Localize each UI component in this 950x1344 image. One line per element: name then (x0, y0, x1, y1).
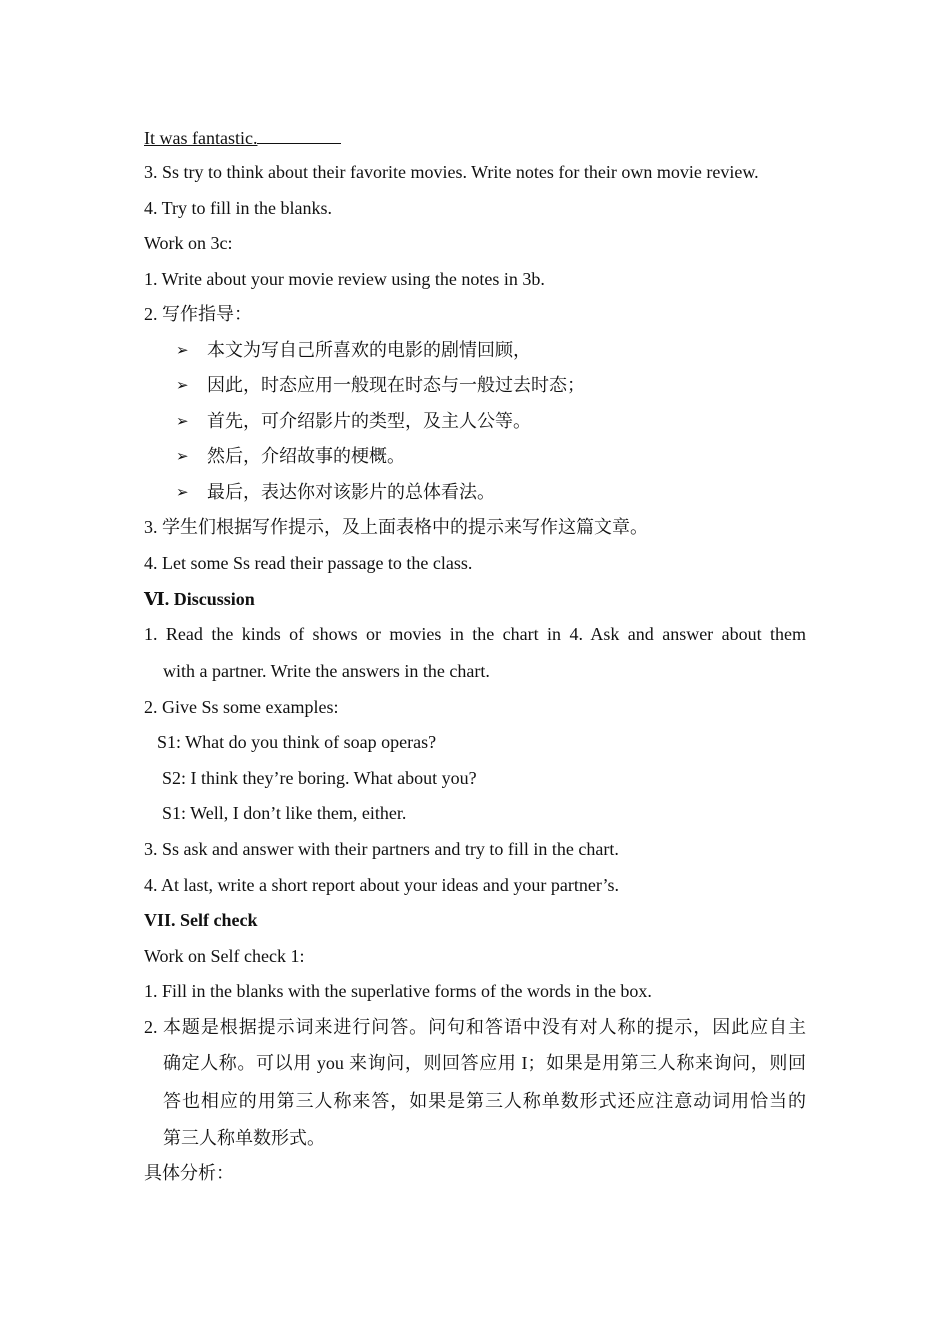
discussion-step-4: 4. At last, write a short report about your ideas and your partner’s. (144, 875, 620, 895)
arrowhead-bullet-icon: ➢ (176, 376, 189, 394)
discussion-step-1-cont: with a partner. Write the answers in the chart. (163, 661, 490, 681)
example-s1-reply: S1: Well, I don’t like them, either. (162, 803, 407, 823)
arrowhead-bullet-icon: ➢ (176, 447, 189, 465)
example-s2-answer: S2: I think they’re boring. What about you? (162, 768, 477, 788)
guide-bullet: 最后，表达你对该影片的总体看法。 (207, 482, 495, 502)
step-4: 4. Try to fill in the blanks. (144, 198, 333, 218)
arrowhead-bullet-icon: ➢ (176, 412, 189, 430)
step-3: 3. Ss try to think about their favorite movies. Write notes for their own movie review. (144, 162, 759, 182)
self-check-step-1: 1. Fill in the blanks with the superlative forms of the words in the box. (144, 981, 652, 1001)
discussion-step-2: 2. Give Ss some examples: (144, 697, 339, 717)
arrowhead-bullet-icon: ➢ (176, 483, 189, 501)
section-vi-heading: Ⅵ. Discussion (144, 589, 255, 609)
work-on-3c-label: Work on 3c: (144, 233, 233, 253)
self-check-step-2-cont: 答也相应的用第三人称来答，如果是第三人称单数形式还应注意动词用恰当的 (163, 1091, 806, 1111)
answer-line (144, 125, 341, 150)
3c-step-1: 1. Write about your movie review using the notes in 3b. (144, 269, 545, 289)
self-check-step-2-cont: 第三人称单数形式。 (163, 1128, 325, 1148)
3c-step-3: 3. 学生们根据写作提示，及上面表格中的提示来写作这篇文章。 (144, 517, 648, 537)
discussion-step-1: 1. Read the kinds of shows or movies in the chart in 4. Ask and answer about them (144, 624, 806, 644)
guide-bullet: 因此，时态应用一般现在时态与一般过去时态； (207, 375, 585, 395)
guide-bullet: 首先，可介绍影片的类型，及主人公等。 (207, 411, 531, 431)
guide-bullet: 然后，介绍故事的梗概。 (207, 446, 405, 466)
guide-bullet: 本文为写自己所喜欢的电影的剧情回顾， (207, 340, 531, 360)
self-check-step-2: 2. 本题是根据提示词来进行问答。问句和答语中没有对人称的提示，因此应自主 (144, 1017, 806, 1037)
self-check-label: Work on Self check 1: (144, 946, 305, 966)
underlined-answer: It was fantastic. (144, 128, 258, 148)
analysis-label: 具体分析： (144, 1163, 234, 1183)
discussion-step-3: 3. Ss ask and answer with their partners and try to fill in the chart. (144, 839, 619, 859)
section-vii-heading: VII. Self check (144, 910, 258, 930)
example-s1-question: S1: What do you think of soap operas? (157, 732, 437, 752)
3c-step-2: 2. 写作指导： (144, 304, 252, 324)
arrowhead-bullet-icon: ➢ (176, 341, 189, 359)
self-check-step-2-cont: 确定人称。可以用 you 来询问，则回答应用 I；如果是用第三人称来询问，则回 (163, 1053, 806, 1073)
answer-blank (257, 125, 341, 144)
3c-step-4: 4. Let some Ss read their passage to the class. (144, 553, 473, 573)
